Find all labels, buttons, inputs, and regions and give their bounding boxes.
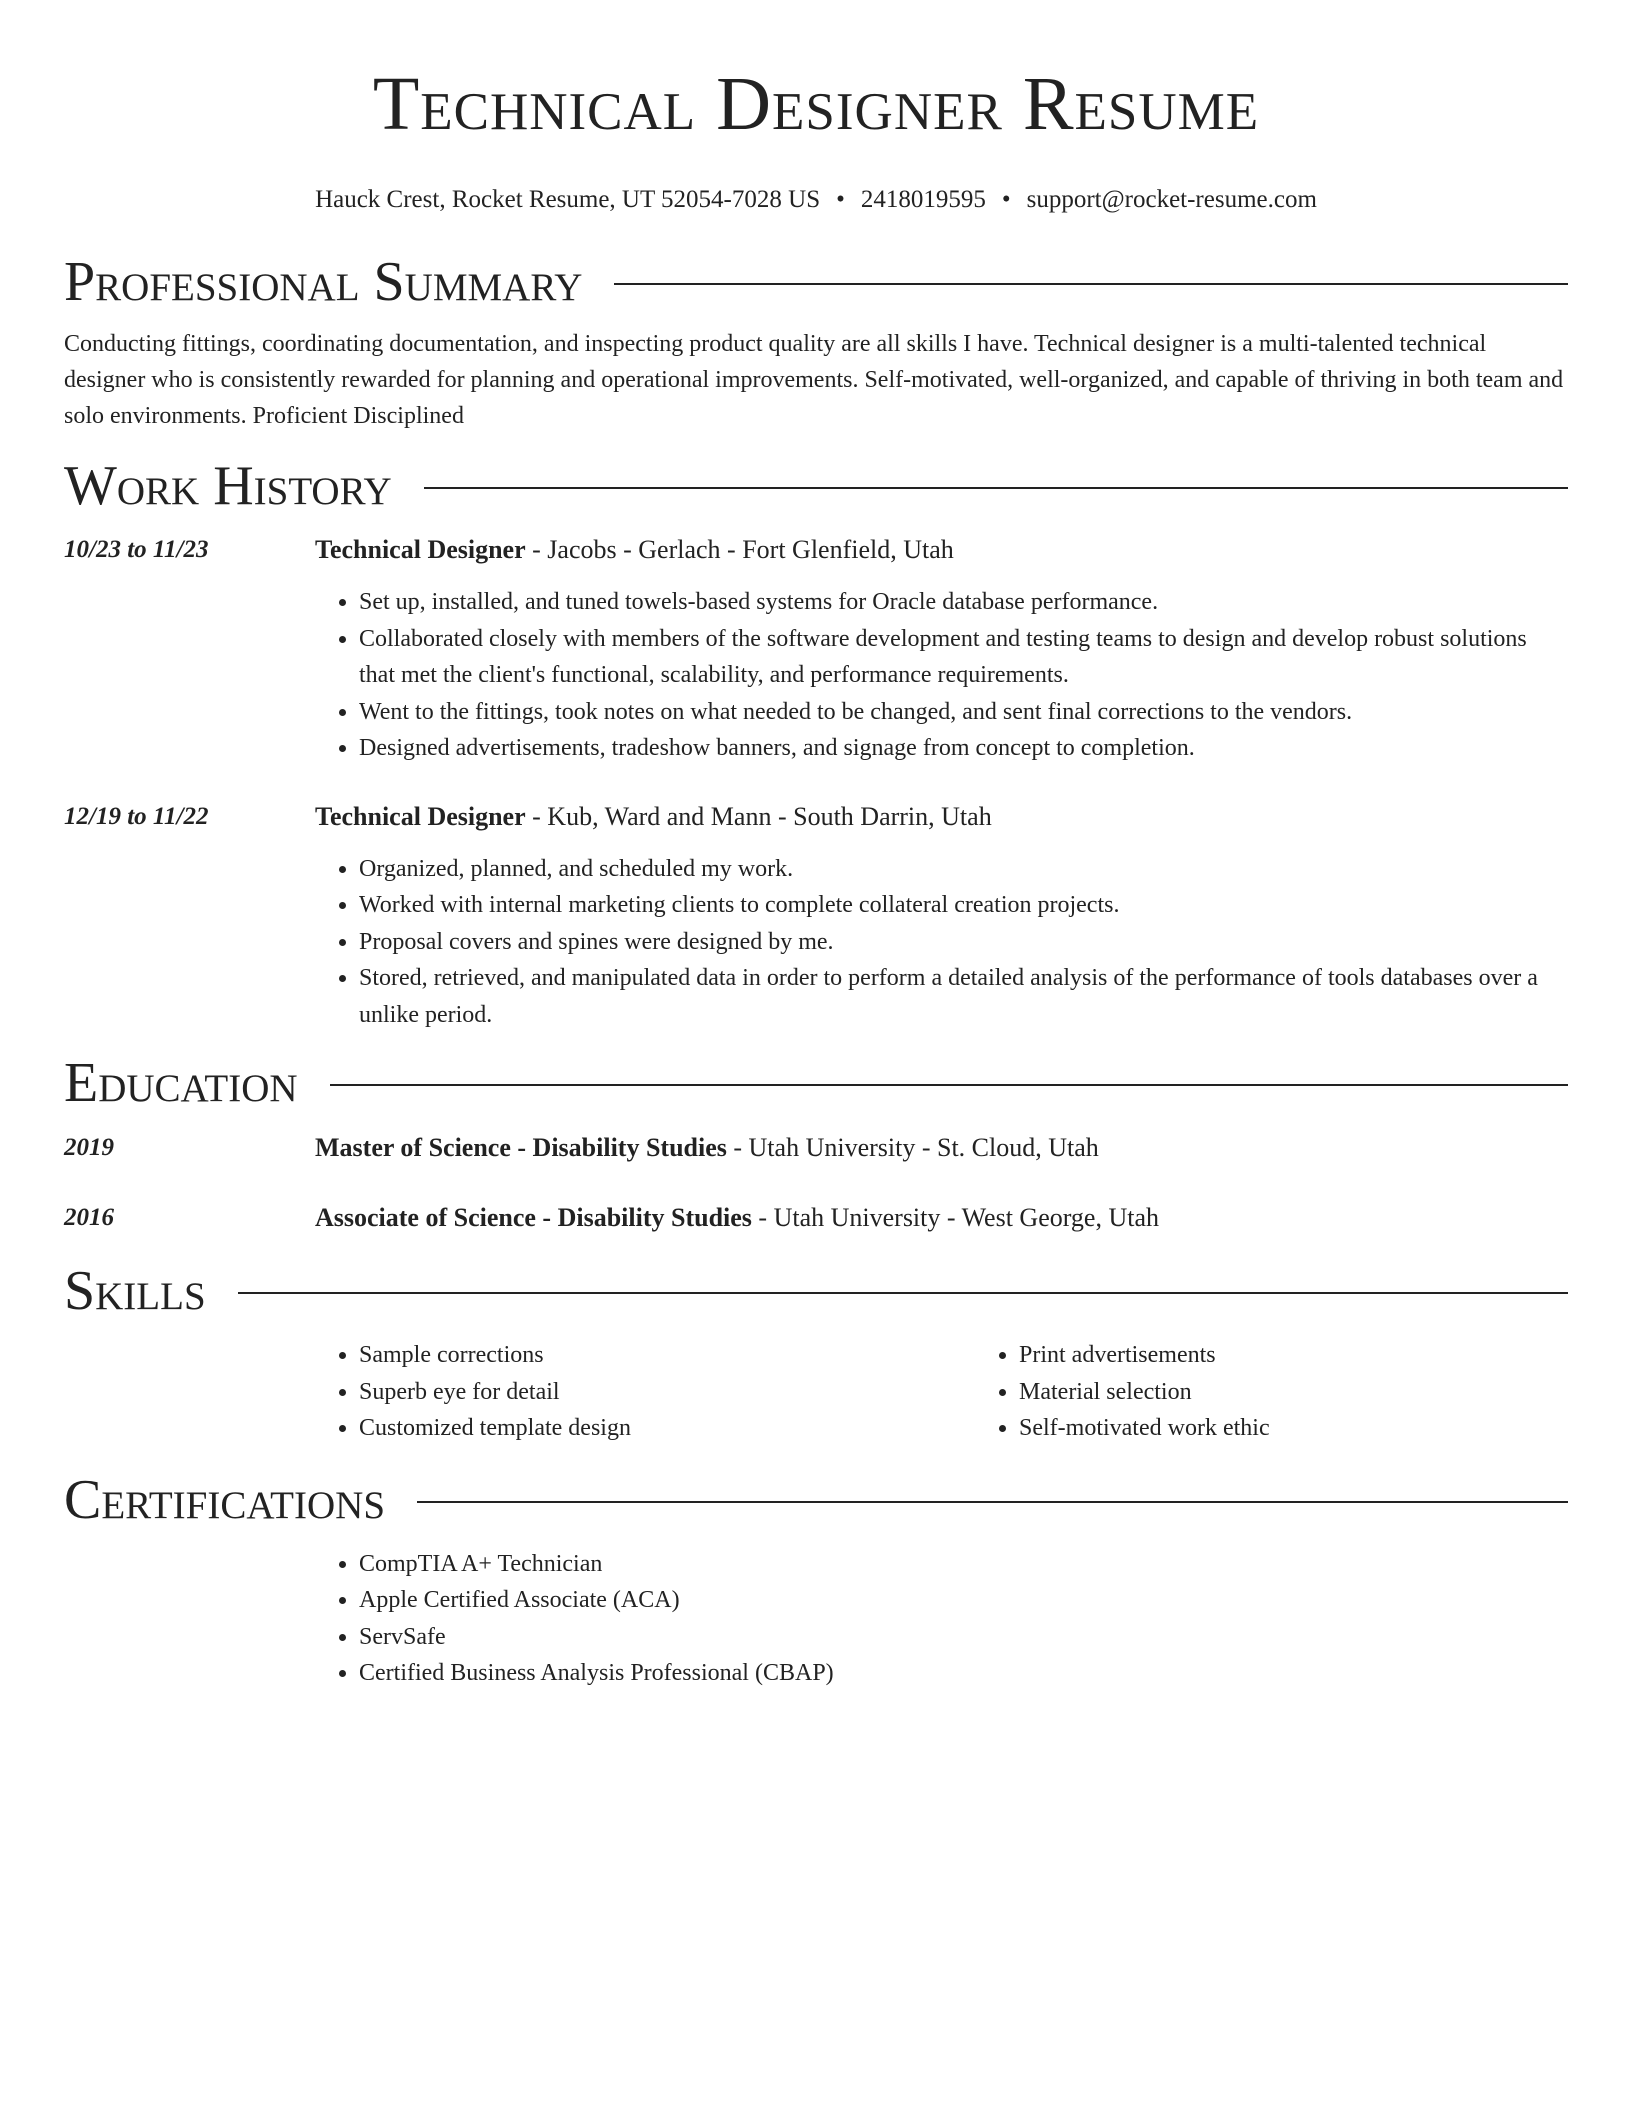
resume-title: Technical Designer Resume bbox=[372, 62, 1260, 146]
contact-line bbox=[64, 184, 1568, 216]
education-entry bbox=[64, 1201, 1568, 1235]
work-section-header bbox=[64, 454, 1568, 518]
contact-email: support@rocket-resume.com bbox=[1026, 186, 1317, 213]
list-item: • Superb eye for detail bbox=[359, 1374, 975, 1411]
skills-list-left bbox=[315, 1337, 975, 1447]
education-section-header bbox=[64, 1051, 1568, 1115]
job-entry bbox=[64, 800, 1568, 1034]
education-year: 2016 bbox=[64, 1204, 114, 1231]
education-details: - Utah University - West George, Utah bbox=[751, 1203, 1159, 1232]
list-item: • Stored, retrieved, and manipulated data in order to perform a detailed analysis of the performance of tools databases over a unlike period. bbox=[359, 960, 1568, 1033]
list-item: • Organized, planned, and scheduled my work. bbox=[359, 851, 1568, 888]
list-item: • Apple Certified Associate (ACA) bbox=[359, 1582, 1568, 1619]
list-item: • ServSafe bbox=[359, 1619, 1568, 1656]
work-heading: Work History bbox=[64, 455, 392, 517]
section-divider bbox=[614, 283, 1568, 285]
list-item: • Certified Business Analysis Professional (CBAP) bbox=[359, 1655, 1568, 1692]
skills-list-right bbox=[975, 1337, 1632, 1447]
education-line bbox=[315, 1131, 1568, 1165]
contact-phone: 2418019595 bbox=[860, 186, 986, 213]
education-entry bbox=[64, 1131, 1568, 1165]
job-bullets bbox=[315, 584, 1568, 767]
list-item: • Self-motivated work ethic bbox=[1019, 1410, 1632, 1447]
list-item: • Worked with internal marketing clients to complete collateral creation projects. bbox=[359, 887, 1568, 924]
skills-grid bbox=[315, 1337, 1568, 1447]
list-item: • Sample corrections bbox=[359, 1337, 975, 1374]
job-role: Technical Designer bbox=[315, 535, 526, 564]
summary-heading: Professional Summary bbox=[64, 251, 583, 313]
job-details: - Jacobs - Gerlach - Fort Glenfield, Utah bbox=[525, 535, 954, 564]
skills-section-header bbox=[64, 1259, 1568, 1323]
certifications-heading: Certifications bbox=[64, 1468, 386, 1531]
education-line bbox=[315, 1201, 1568, 1235]
job-title-line bbox=[315, 800, 1568, 834]
list-item: • Proposal covers and spines were designed by me. bbox=[359, 924, 1568, 961]
job-body bbox=[315, 800, 1568, 1034]
section-divider bbox=[238, 1292, 1568, 1294]
section-divider bbox=[330, 1084, 1568, 1086]
skills-heading: Skills bbox=[64, 1260, 206, 1322]
certifications-block bbox=[315, 1546, 1568, 1692]
list-item: • CompTIA A+ Technician bbox=[359, 1546, 1568, 1583]
job-title-line bbox=[315, 533, 1568, 567]
list-item: • Print advertisements bbox=[1019, 1337, 1632, 1374]
list-item: • Collaborated closely with members of the software development and testing teams to design and develop robust solutions that met the client's functional, scalability, and performance requirements. bbox=[359, 621, 1568, 694]
list-item: • Material selection bbox=[1019, 1374, 1632, 1411]
list-item: • Set up, installed, and tuned towels-based systems for Oracle database performance. bbox=[359, 584, 1568, 621]
section-divider bbox=[417, 1501, 1568, 1503]
contact-separator: • bbox=[836, 186, 845, 213]
contact-separator: • bbox=[1001, 186, 1011, 213]
education-details: - Utah University - St. Cloud, Utah bbox=[726, 1133, 1099, 1162]
education-heading: Education bbox=[64, 1052, 298, 1114]
summary-section-header bbox=[64, 250, 1568, 314]
job-dates: 12/19 to 11/22 bbox=[64, 802, 209, 830]
list-item: • Designed advertisements, tradeshow banners, and signage from concept to completion. bbox=[359, 730, 1568, 767]
certifications-list bbox=[315, 1546, 1568, 1692]
job-dates: 10/23 to 11/23 bbox=[64, 536, 209, 563]
job-details: - Kub, Ward and Mann - South Darrin, Utah bbox=[525, 801, 992, 831]
contact-address: Hauck Crest, Rocket Resume, UT 52054-7028 US bbox=[315, 186, 821, 213]
education-degree: Master of Science - Disability Studies bbox=[315, 1133, 727, 1162]
education-body bbox=[315, 1131, 1568, 1165]
education-year: 2019 bbox=[64, 1134, 114, 1161]
education-body bbox=[315, 1201, 1568, 1235]
list-item: • Went to the fittings, took notes on what needed to be changed, and sent final corrections to the vendors. bbox=[359, 694, 1568, 731]
job-entry bbox=[64, 533, 1568, 767]
section-divider bbox=[424, 487, 1568, 489]
summary-text: Conducting fittings, coordinating documentation, and inspecting product quality are all skills I have. Technical designer is a multi-talented technical designer who is consistently rewarded for planning and operational improvements. Self-motivated, well-organized, and capable of thriving in both team and solo environments. Proficient Disciplined bbox=[64, 331, 1564, 429]
certifications-section-header bbox=[64, 1468, 1568, 1532]
job-role: Technical Designer bbox=[315, 801, 526, 831]
education-degree: Associate of Science - Disability Studies bbox=[315, 1203, 752, 1232]
job-body bbox=[315, 533, 1568, 767]
job-bullets bbox=[315, 851, 1568, 1034]
list-item: • Customized template design bbox=[359, 1410, 975, 1447]
